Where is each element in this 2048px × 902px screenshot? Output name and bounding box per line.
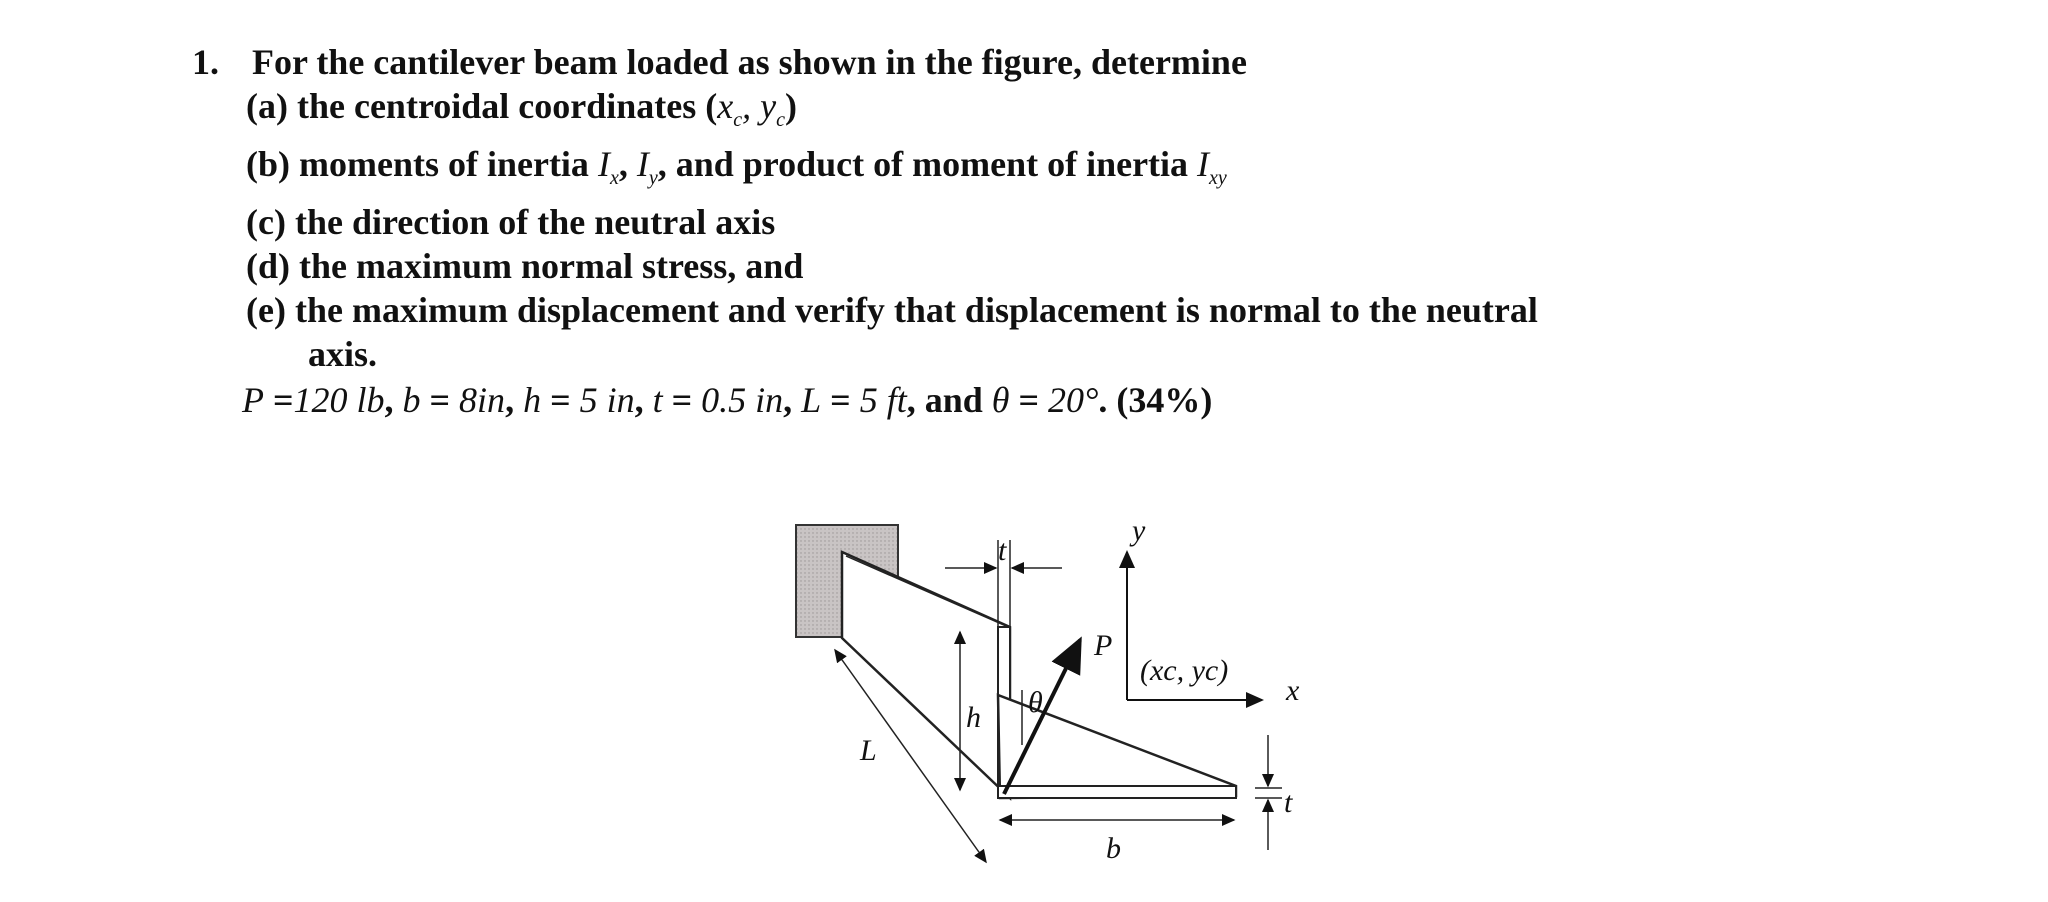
part-d-label: (d) (246, 246, 290, 287)
part-c-text: the direction of the neutral axis (294, 202, 776, 243)
part-b-label: (b) (246, 144, 290, 185)
part-e-label: (e) (246, 290, 286, 331)
t-side-label: t (1284, 786, 1293, 819)
problem-number: 1. (192, 42, 219, 82)
part-e-continuation: axis. (308, 334, 378, 375)
problem-stem: For the cantilever beam loaded as shown in the figure, determine (252, 42, 1247, 82)
part-a-text: the centroidal coordinates ($x_c$, $y_c$) (296, 86, 798, 132)
x-axis-label: x (1286, 674, 1300, 707)
theta-label: θ (1028, 686, 1043, 719)
part-d-text: the maximum normal stress, and (299, 246, 804, 287)
horizontal-leg-section (998, 786, 1236, 798)
part-e-text: the maximum displacement and verify that displacement is normal to the neutral (294, 290, 1538, 331)
part-c-label: (c) (246, 202, 286, 243)
P-label: P (1094, 629, 1113, 662)
part-a-label: (a) (246, 86, 288, 126)
b-label: b (1106, 832, 1121, 865)
y-axis-label: y (1132, 514, 1146, 547)
t-top-label: t (998, 534, 1007, 567)
given-values: P =120 lb, b = 8in, h = 5 in, t = 0.5 in, L = 5 ft, and θ = 20°. (34%) (242, 380, 1213, 421)
centroid-label: (xc, yc) (1140, 654, 1229, 687)
L-label: L (860, 734, 877, 767)
h-label: h (966, 701, 981, 734)
part-b-text: moments of inertia $I_x$, $I_y$, and product of moment of inertia $I_{xy}$ (299, 144, 1227, 190)
